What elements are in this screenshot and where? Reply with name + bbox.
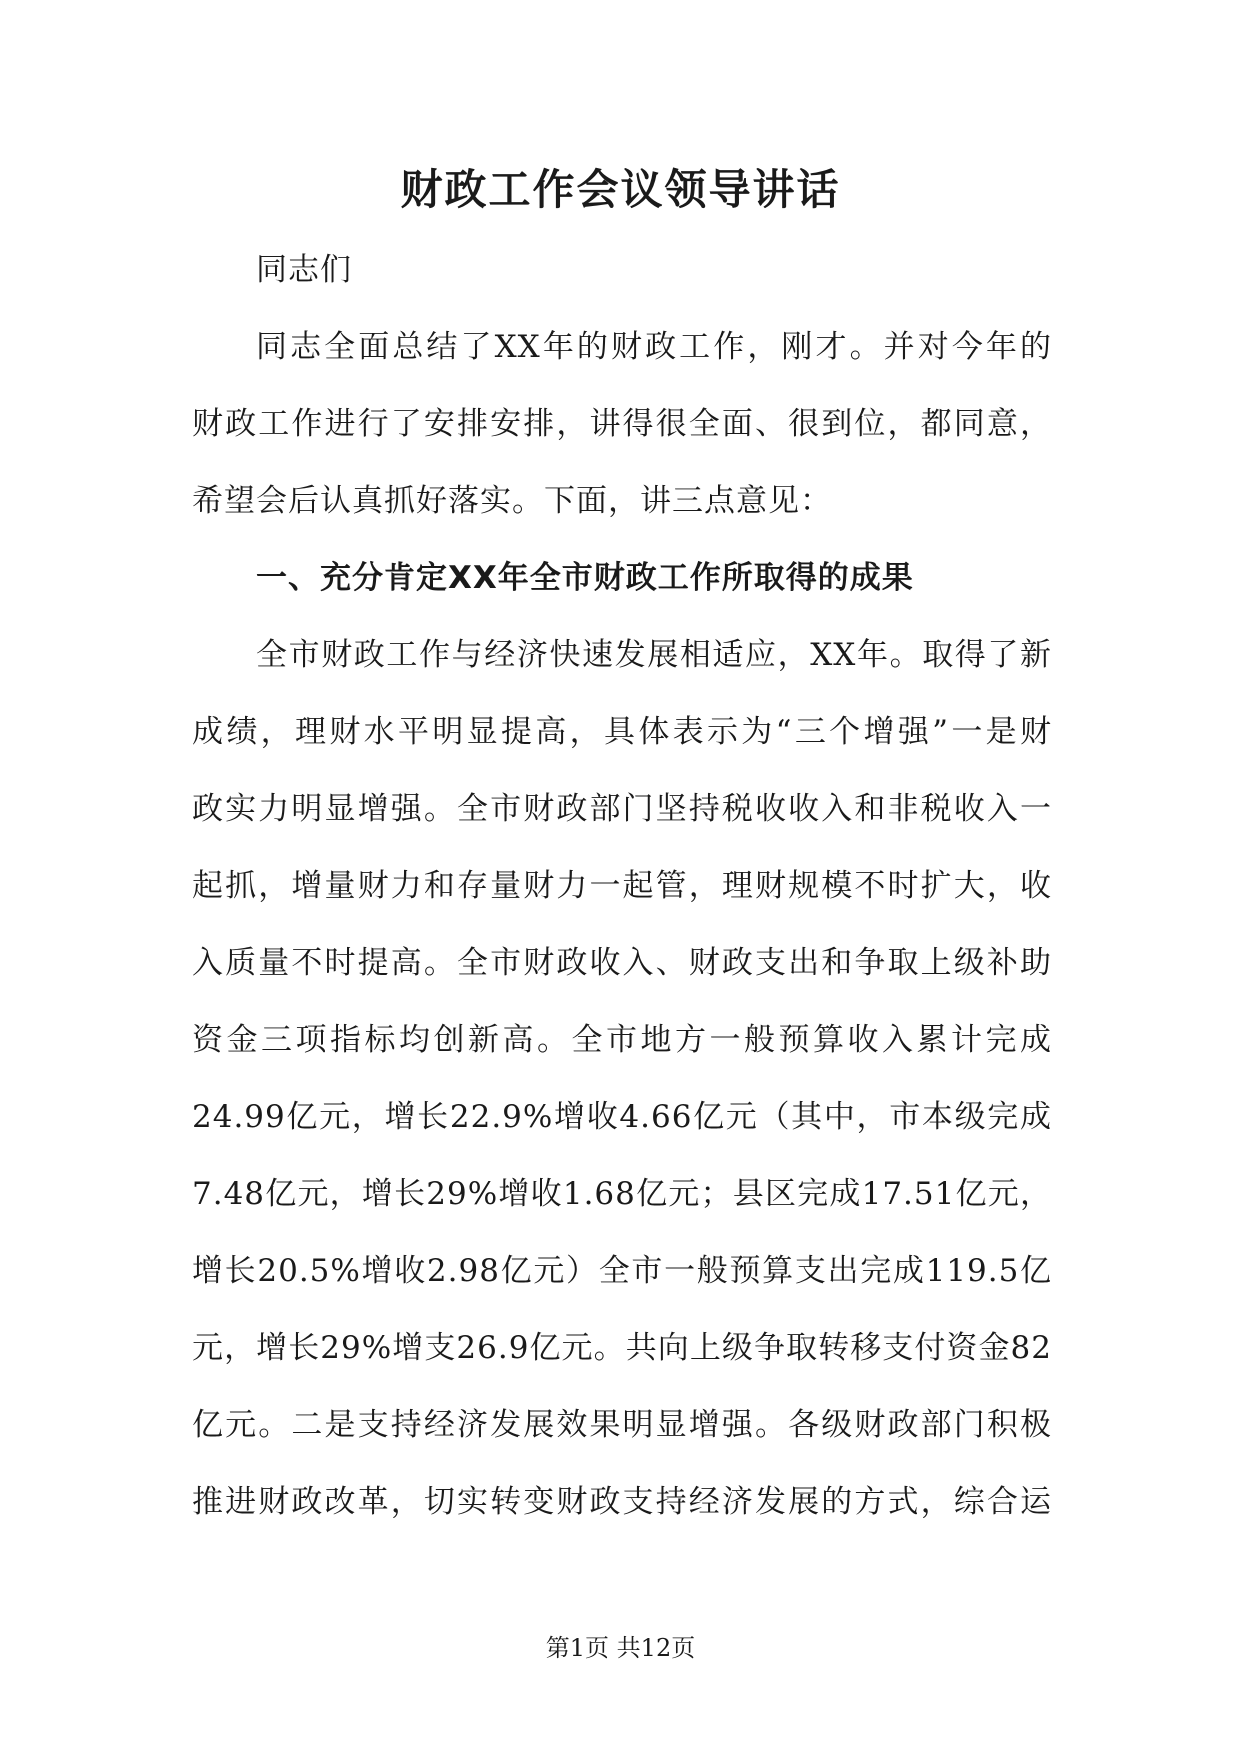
document-body: [192, 240, 1052, 1549]
paragraph-line: 同志全面总结了XX年的财政工作，刚才。并对今年的: [256, 329, 1052, 365]
paragraph-line: 入质量不时提高。全市财政收入、财政支出和争取上级补助: [192, 945, 1052, 981]
salutation: 同志们: [256, 252, 352, 288]
paragraph-line: 希望会后认真抓好落实。下面，讲三点意见：: [192, 483, 832, 519]
section-heading: 一、充分肯定XX年全市财政工作所取得的成果: [256, 560, 914, 596]
paragraph-line: 7.48亿元，增长29%增收1.68亿元；县区完成17.51亿元，: [192, 1176, 1052, 1212]
paragraph-line: 政实力明显增强。全市财政部门坚持税收收入和非税收入一: [192, 791, 1052, 827]
paragraph-line: 资金三项指标均创新高。全市地方一般预算收入累计完成: [192, 1022, 1052, 1058]
paragraph-line: 财政工作进行了安排安排，讲得很全面、很到位，都同意，: [192, 406, 1052, 442]
paragraph-line: 推进财政改革，切实转变财政支持经济发展的方式，综合运: [192, 1484, 1052, 1520]
paragraph-line: 起抓，增量财力和存量财力一起管，理财规模不时扩大，收: [192, 868, 1052, 904]
paragraph-line: 成绩，理财水平明显提高，具体表示为“三个增强”一是财: [192, 714, 1052, 750]
paragraph-line: 全市财政工作与经济快速发展相适应，XX年。取得了新: [256, 637, 1052, 673]
paragraph-line: 元，增长29%增支26.9亿元。共向上级争取转移支付资金82: [192, 1330, 1052, 1366]
page-number-footer: 第1页 共12页: [545, 1634, 696, 1662]
paragraph-line: 增长20.5%增收2.98亿元）全市一般预算支出完成119.5亿: [192, 1253, 1052, 1289]
paragraph-line: 亿元。二是支持经济发展效果明显增强。各级财政部门积极: [192, 1407, 1052, 1443]
paragraph-line: 24.99亿元，增长22.9%增收4.66亿元（其中，市本级完成: [192, 1099, 1052, 1135]
page-title: 财政工作会议领导讲话: [400, 165, 841, 214]
